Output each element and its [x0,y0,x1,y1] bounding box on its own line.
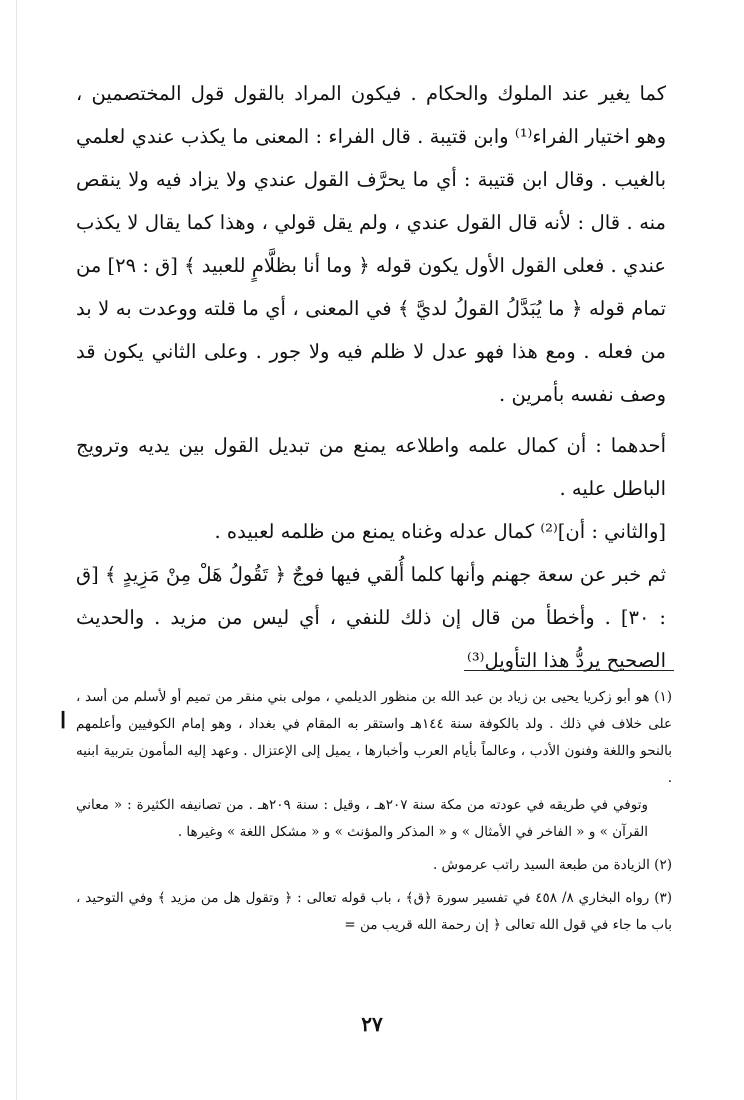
scan-edge-line [16,0,17,1100]
footnote-1-continued: وتوفي في طريقه في عودته من مكة سنة ٢٠٧هـ ، وقيل : سنة ٢٠٩هـ . من تصانيفه الكثيرة : « معاني القرآن » و « الفاخر في الأمثال » و « المذكر والمؤنث » و « مشكل اللغة » وغيرها . [76,797,648,840]
page-number: ٢٧ [361,1012,383,1036]
margin-mark: ا [60,708,67,734]
paragraph-4: ثم خبر عن سعة جهنم وأنها كلما أُلقي فيها فوجٌ ﴿ تَقُولُ هَلْ مِنْ مَزِيدٍ ﴾ [ق : ٣٠] . وأخطأ من قال إن ذلك للنفي ، أي ليس من مزيد . والحديث الصحيح يردُّ هذا التأويل⁽³⁾ [76,563,666,672]
paragraph-3: [والثاني : أن]⁽²⁾ كمال عدله وغناه يمنع من ظلمه لعبيده . [214,520,666,543]
footnotes [76,684,672,939]
footnote-1: (١) هو أبو زكريا يحيى بن زياد بن عبد الله بن منظور الديلمي ، مولى بني منقر من تميم أو لأسلم من أسد ، على خلاف في ذلك . ولد بالكوفة سنة ١٤٤هـ واستقر به المقام في بغداد ، وهو إمام الكوفيين وأعلمهم بالنحو واللغة وفنون الأدب ، وعالماً بأيام العرب وأخبارها ، يميل إلى الإعتزال . وعهد إليه المأمون بتربية ابنيه . [76,689,673,786]
paragraph-2: أحدهما : أن كمال علمه واطلاعه يمنع من تبديل القول بين يديه وترويج الباطل عليه . [76,434,666,500]
footnote-divider [464,670,674,671]
paragraph-1: كما يغير عند الملوك والحكام . فيكون المراد بالقول قول المختصمين ، وهو اختيار الفراء⁽¹⁾ وابن قتيبة . قال الفراء : المعنى ما يكذب عندي لعلمي بالغيب . وقال ابن قتيبة : أي ما يحرَّف القول عندي ولا يزاد فيه ولا ينقص منه . قال : لأنه قال القول عندي ، ولم يقل قولي ، وهذا كما يقال لا يكذب عندي . فعلى القول الأول يكون قوله ﴿ وما أنا بظلَّامٍ للعبيد ﴾ [ق : ٢٩] من تمام قوله ﴿ ما يُبَدَّلُ القولُ لديَّ ﴾ في المعنى ، أي ما قلته ووعدت به لا بد من فعله . ومع هذا فهو عدل لا ظلم فيه ولا جور . وعلى الثاني يكون قد وصف نفسه بأمرين . [76,82,666,406]
footnote-2: (٢) الزيادة من طبعة السيد راتب عرموش . [432,857,672,873]
main-text [76,72,666,682]
footnote-3: (٣) رواه البخاري ٨/ ٤٥٨ في تفسير سورة ﴿ق﴾ ، باب قوله تعالى : ﴿ وتقول هل من مزيد ﴾ وفي التوحيد ، باب ما جاء في قول الله تعالى ﴿ إن رحمة الله قريب من = [76,890,673,933]
